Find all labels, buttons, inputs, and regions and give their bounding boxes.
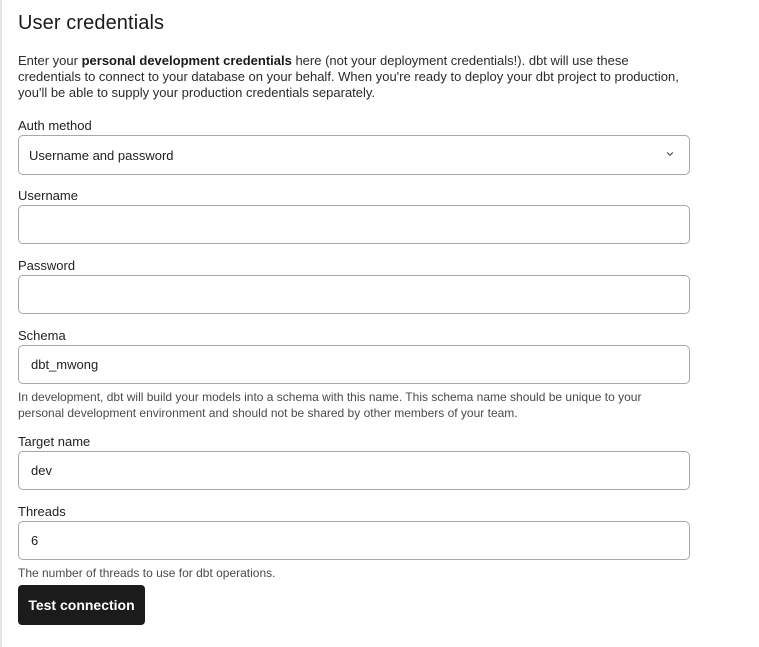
intro-before: Enter your — [18, 53, 82, 68]
auth-method-label: Auth method — [18, 118, 92, 133]
left-divider — [0, 0, 2, 647]
page-title: User credentials — [18, 12, 165, 34]
threads-label: Threads — [18, 504, 66, 519]
target-name-input[interactable] — [18, 451, 690, 490]
password-label: Password — [18, 258, 76, 273]
test-connection-button[interactable]: Test connection — [18, 585, 145, 625]
intro-after: here (not your deployment credentials!). dbt will use these credentials to connect to your database on your behalf. When you're ready to deploy your dbt project to production, you'll be able to supply your production credentials separately. — [18, 53, 679, 100]
schema-label: Schema — [18, 328, 66, 343]
username-input[interactable] — [18, 205, 690, 244]
username-label: Username — [18, 188, 78, 203]
threads-input[interactable] — [18, 521, 690, 560]
auth-method-value: Username and password — [29, 147, 174, 163]
target-name-label: Target name — [18, 434, 91, 449]
auth-method-select[interactable] — [18, 135, 690, 175]
intro-text — [18, 53, 690, 101]
intro-bold: personal development credentials — [81, 53, 292, 68]
chevron-down-icon — [665, 149, 675, 159]
threads-help-text: The number of threads to use for dbt operations. — [18, 566, 276, 580]
schema-help-text: In development, dbt will build your models into a schema with this name. This schema name should be unique to your personal development environment and should not be shared by other members of your team. — [18, 390, 642, 420]
schema-input[interactable] — [18, 345, 690, 384]
password-input[interactable] — [18, 275, 690, 314]
